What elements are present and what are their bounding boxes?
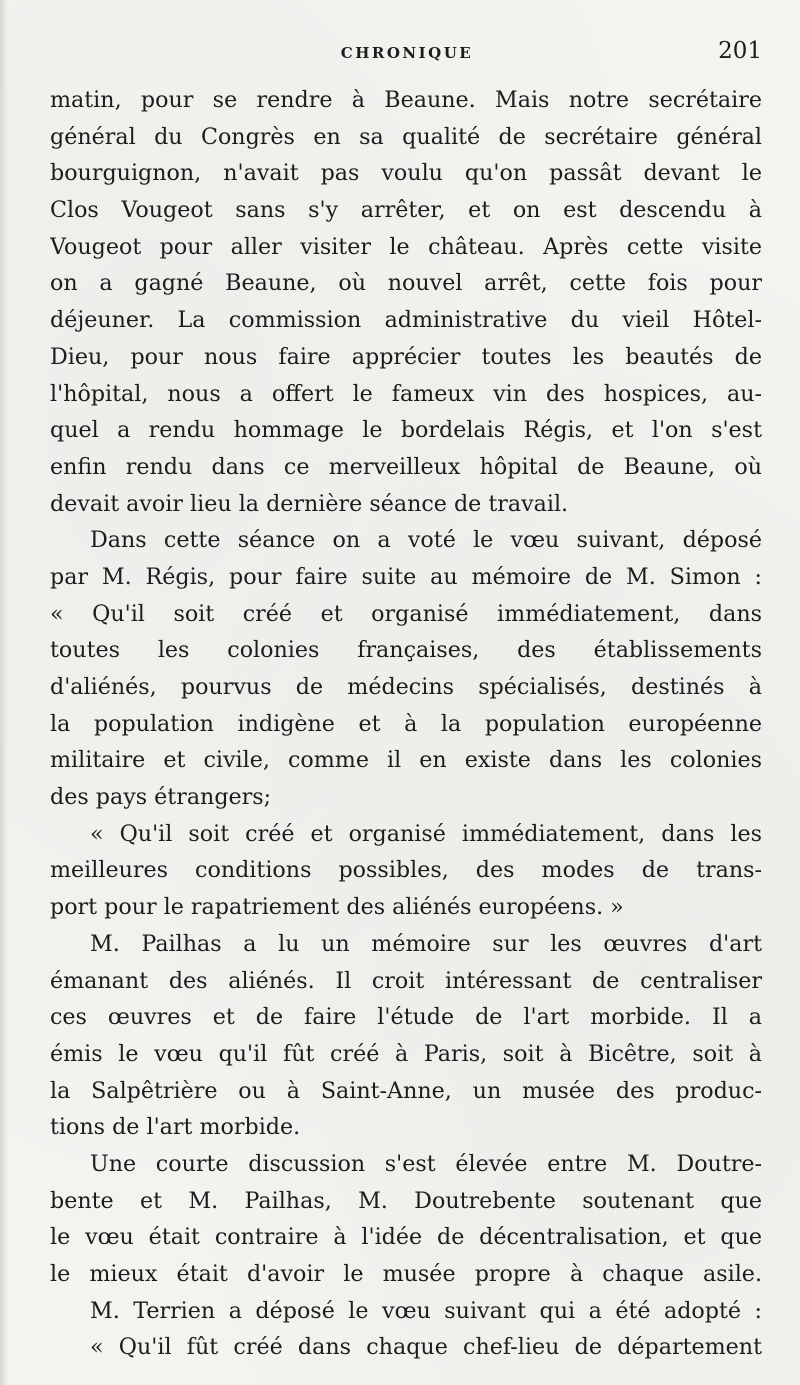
text-line: Une courte discussion s'est élevée entre M. Doutre- (90, 1150, 762, 1177)
text-line: déjeuner. La commission administrative du vieil Hôtel- (50, 307, 762, 334)
text-line: M. Pailhas a lu un mémoire sur les œuvres d'art (90, 930, 762, 957)
running-header (52, 38, 762, 68)
running-title: CHRONIQUE (340, 44, 474, 62)
text-line: la population indigène et à la population européenne (50, 710, 762, 737)
text-line: « Qu'il fût créé dans chaque chef-lieu de département (90, 1334, 762, 1361)
page-number: 201 (718, 38, 762, 64)
text-line: le mieux était d'avoir le musée propre à chaque asile. (50, 1261, 762, 1287)
text-line: bourguignon, n'avait pas voulu qu'on passât devant le (50, 160, 762, 187)
text-line: bente et M. Pailhas, M. Doutrebente soutenant que (50, 1187, 762, 1214)
text-line: par M. Régis, pour faire suite au mémoire de M. Simon : (50, 563, 762, 590)
text-line: Dans cette séance on a voté le vœu suivant, déposé (90, 527, 762, 554)
text-line: port pour le rapatriement des aliénés européens. » (50, 894, 624, 921)
text-line: général du Congrès en sa qualité de secrétaire général (50, 123, 762, 150)
text-line: quel a rendu hommage le bordelais Régis, et l'on s'est (50, 417, 762, 444)
text-line: la Salpêtrière ou à Saint-Anne, un musée des produc- (50, 1077, 762, 1104)
text-line: toutes les colonies françaises, des établissements (50, 637, 762, 664)
text-line: « Qu'il soit créé et organisé immédiatement, dans les (90, 820, 762, 847)
text-line: Clos Vougeot sans s'y arrêter, et on est descendu à (50, 197, 762, 224)
text-line: on a gagné Beaune, où nouvel arrêt, cette fois pour (50, 270, 762, 297)
text-line: émis le vœu qu'il fût créé à Paris, soit à Bicêtre, soit à (50, 1040, 762, 1067)
text-line: d'aliénés, pourvus de médecins spécialisés, destinés à (50, 674, 762, 700)
body-text (50, 82, 762, 1366)
text-line: enfin rendu dans ce merveilleux hôpital de Beaune, où (50, 453, 762, 480)
text-line: tions de l'art morbide. (50, 1114, 301, 1141)
text-line: des pays étrangers; (50, 784, 272, 811)
text-line: « Qu'il soit créé et organisé immédiatement, dans (50, 600, 762, 627)
text-line: Dieu, pour nous faire apprécier toutes les beautés de (50, 343, 762, 370)
text-line: Vougeot pour aller visiter le château. Après cette visite (50, 233, 762, 260)
text-line: militaire et civile, comme il en existe dans les colonies (50, 747, 762, 774)
text-line: devait avoir lieu la dernière séance de travail. (50, 490, 569, 517)
text-line: meilleures conditions possibles, des modes de trans- (50, 857, 762, 884)
text-line: ces œuvres et de faire l'étude de l'art morbide. Il a (50, 1004, 762, 1031)
text-line: M. Terrien a déposé le vœu suivant qui a été adopté : (90, 1297, 762, 1324)
text-line: émanant des aliénés. Il croit intéressant de centraliser (50, 967, 762, 994)
text-line: le vœu était contraire à l'idée de décentralisation, et que (50, 1224, 762, 1251)
page-edge-shadow (0, 0, 8, 1385)
text-line: matin, pour se rendre à Beaune. Mais notre secrétaire (50, 87, 762, 113)
text-line: l'hôpital, nous a offert le fameux vin des hospices, au- (50, 380, 762, 407)
